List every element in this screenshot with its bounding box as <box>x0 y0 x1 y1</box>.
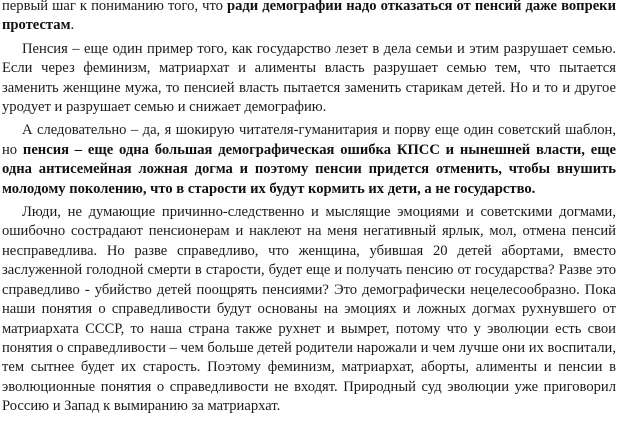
text-run: Пенсия – еще один пример того, как государство лезет в дела семьи и этим разрушает семью. Если через феминизм, матриархат и алименты власть разрушает семью тем, что пытается заменить женщине мужа, то пенсией власть пытается заменить старикам детей. Но и то и другое уродует и разрушает семью и снижает демографию. <box>2 40 616 116</box>
bold-text-run: пенсия – еще одна большая демографическая ошибка КПСС и нынешней власти, еще одна антисемейная ложная догма и поэтому пенсии придется отменить, чтобы внушить молодому поколению, что в старости их будут кормить их дети, а не государство. <box>2 141 616 197</box>
text-run: А следовательно – да, я шокирую читателя-гуманитария и порву еще один советский шаблон, но <box>2 122 616 158</box>
paragraph-conclusion <box>2 121 616 199</box>
document-page <box>2 0 616 417</box>
text-run: Люди, не думающие причинно-следственно и мыслящие эмоциями и советскими догмами, ошибочно сострадают пенсионерам и наклеют на меня негативный ярлык, мол, отмена пенсий несправедлива. Но разве справедливо, что женщина, убившая 20 детей абортами, вместо заслуженной голодной смерти в старости, будет еще и получать пенсию от государства? Разве это справедливо - убийство детей поощрять пенсиями? Это демографически нецелесообразно. Пока наши понятия о справедливости будут основаны на эмоциях и ложных догмах рухнувшего от матриархата СССР, то наша страна также рухнет и вымрет, потому что у эволюции есть свои понятия о справедливости – чем больше детей родители нарожали и чем лучше они их воспитали, тем сытнее будет их старость. Поэтому феминизм, матриархат, аборты, алименты и пенсии в эволюционные понятия о справедливости не входят. Природный суд эволюции уже приговорил Россию и Запад к вымиранию за матриархат. <box>2 204 616 415</box>
bold-text-run: ради демографии надо отказаться от пенсий даже вопреки протестам <box>2 0 616 34</box>
paragraph-justice <box>2 203 616 416</box>
text-run: . <box>70 17 75 34</box>
text-run: первый шаг к пониманию того, что <box>2 0 227 14</box>
paragraph-continued <box>2 0 616 36</box>
paragraph-pension-example <box>2 40 616 118</box>
